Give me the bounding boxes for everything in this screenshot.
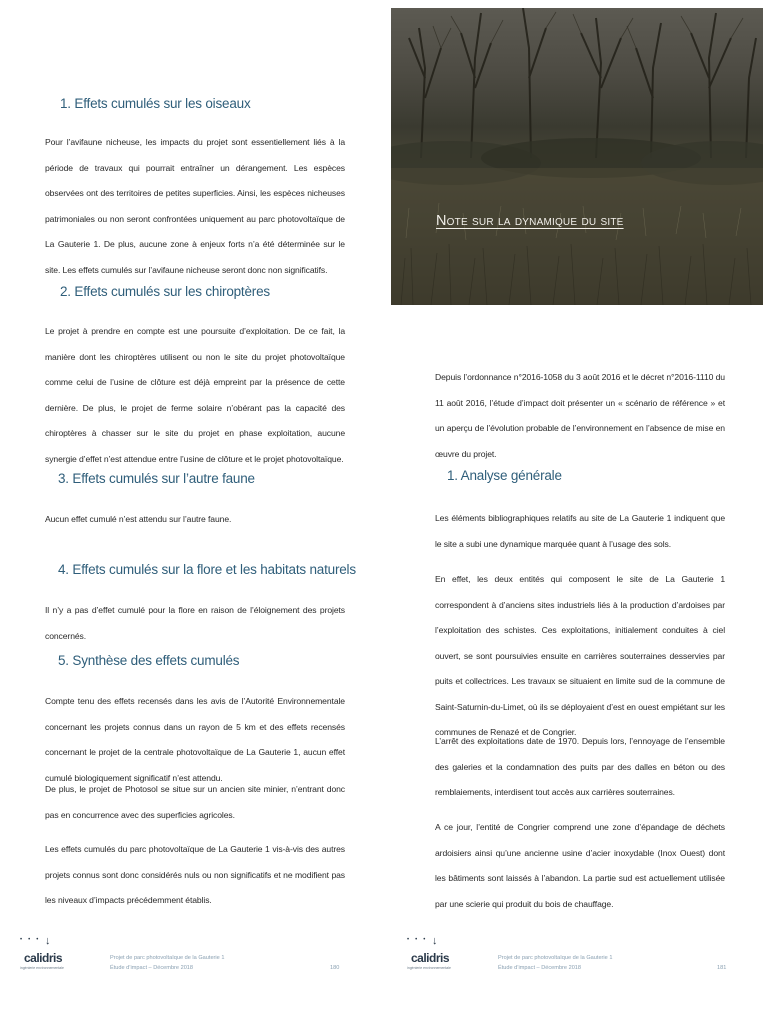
footer-study: Étude d’impact – Décembre 2018 <box>110 965 194 971</box>
page-number: 181 <box>717 965 727 971</box>
footer-info <box>498 953 612 973</box>
section-3-paragraph: Aucun effet cumulé n’est attendu sur l’autre faune. <box>45 514 232 524</box>
logo-tagline: ingénierie environnementale <box>407 966 451 970</box>
analysis-paragraph-2: En effet, les deux entités qui composent le site de La Gauterie 1 correspondent à d’anciens sites industriels liés à la production d’ardoises par l’exploitation des schistes. Ces exploitations, initialement conduites à ciel ouvert, se sont poursuivies ensuite en carrières souterraines desservies par puits et collectrices. Les travaux se situaient en limite sud de la commune de Saint-Saturnin-du-Limet, où ils se déployaient d’est en ouest empiétant sur les communes de Renazé et de Congrier. <box>435 574 725 737</box>
analysis-paragraph-1: Les éléments bibliographiques relatifs au site de La Gauterie 1 indiquent que le site a subi une dynamique marquée quant à l’usage des sols. <box>435 513 725 549</box>
analysis-title: 1. Analyse générale <box>447 468 562 483</box>
section-5-paragraph-1: Compte tenu des effets recensés dans les avis de l’Autorité Environnementale concernant les projets connus dans un rayon de 5 km et des effets recensés concernant le projet de la centrale photovoltaïque de La Gauterie 1, aucun effet cumulé biologiquement significatif n’est attendu. <box>45 696 345 783</box>
right-page <box>385 0 770 1024</box>
section-2-title: 2. Effets cumulés sur les chiroptères <box>60 284 270 299</box>
company-logo <box>20 935 78 971</box>
logo-dots-icon: ••• <box>407 937 432 943</box>
footer-project: Projet de parc photovoltaïque de la Gauterie 1 <box>498 955 613 961</box>
section-1-paragraph: Pour l’avifaune nicheuse, les impacts du projet sont essentiellement liés à la période de travaux qui pourrait entraîner un dérangement. Les espèces observées ont des territoires de petites superficies. Ainsi, les espèces nicheuses patrimoniales ou non seront confrontées uniquement au parc photovoltaïque de La Gauterie 1. De plus, aucune zone à enjeux forts n’a été déterminée sur le site. Les effets cumulés sur l’avifaune nicheuse seront donc non significatifs. <box>45 137 345 275</box>
intro-paragraph: Depuis l’ordonnance n°2016-1058 du 3 août 2016 et le décret n°2016-1110 du 11 août 2016, l’étude d’impact doit présenter un « scénario de référence » et un aperçu de l’évolution probable de l’environnement en l’absence de mise en œuvre du projet. <box>435 372 725 459</box>
section-4-paragraph: Il n’y a pas d’effet cumulé pour la flore en raison de l’éloignement des projets concernés. <box>45 605 345 641</box>
section-2-paragraph: Le projet à prendre en compte est une poursuite d’exploitation. De ce fait, la manière dont les chiroptères utilisent ou non le site du projet photovoltaïque comme celui de l’usine de clôture est déjà empreint par la présence de cette dernière. De plus, le projet de ferme solaire n’obérant pas la capacité des chiroptères à chasser sur le site du projet en phase exploitation, aucune synergie d’effet n’est attendue entre l’usine de clôture et le projet photovoltaïque. <box>45 326 345 464</box>
logo-name: calidris <box>24 951 63 965</box>
logo-arrow-icon: ↓ <box>45 935 51 947</box>
footer-project: Projet de parc photovoltaïque de la Gauterie 1 <box>110 955 225 961</box>
logo-arrow-icon: ↓ <box>432 935 438 947</box>
section-5-paragraph-2: De plus, le projet de Photosol se situe sur un ancien site minier, n’entrant donc pas en concurrence avec des superficies agricoles. <box>45 784 345 820</box>
section-4-title: 4. Effets cumulés sur la flore et les habitats naturels <box>58 562 356 577</box>
footer-study: Étude d’impact – Décembre 2018 <box>498 965 582 971</box>
section-5-paragraph-3: Les effets cumulés du parc photovoltaïque de La Gauterie 1 vis-à-vis des autres projets connus sont donc considérés nuls ou non significatifs et ne modifient pas les niveaux d’impacts précédemment établis. <box>45 844 345 905</box>
company-logo <box>407 935 465 971</box>
logo-tagline: ingénierie environnementale <box>20 966 64 970</box>
section-1-title: 1. Effets cumulés sur les oiseaux <box>60 96 251 111</box>
page-number: 180 <box>330 965 340 971</box>
analysis-paragraph-4: A ce jour, l’entité de Congrier comprend une zone d’épandage de déchets ardoisiers ainsi qu’une ancienne usine d’acier inoxydable (Inox Ouest) dont les bâtiments sont laissés à l’abandon. La partie sud est actuellement utilisée par une scierie qui produit du bois de chauffage. <box>435 822 725 909</box>
footer-info <box>110 953 224 973</box>
section-5-title: 5. Synthèse des effets cumulés <box>58 653 240 668</box>
analysis-paragraph-3: L’arrêt des exploitations date de 1970. Depuis lors, l’ennoyage de l’ensemble des galeries et la condamnation des puits par des dalles en béton ou des remblaiements, interdisent tout accès aux carrières souterraines. <box>435 736 725 797</box>
logo-name: calidris <box>411 951 450 965</box>
section-3-title: 3. Effets cumulés sur l’autre faune <box>58 471 255 486</box>
photo-title: Note sur la dynamique du site <box>436 213 624 229</box>
logo-dots-icon: ••• <box>20 937 45 943</box>
